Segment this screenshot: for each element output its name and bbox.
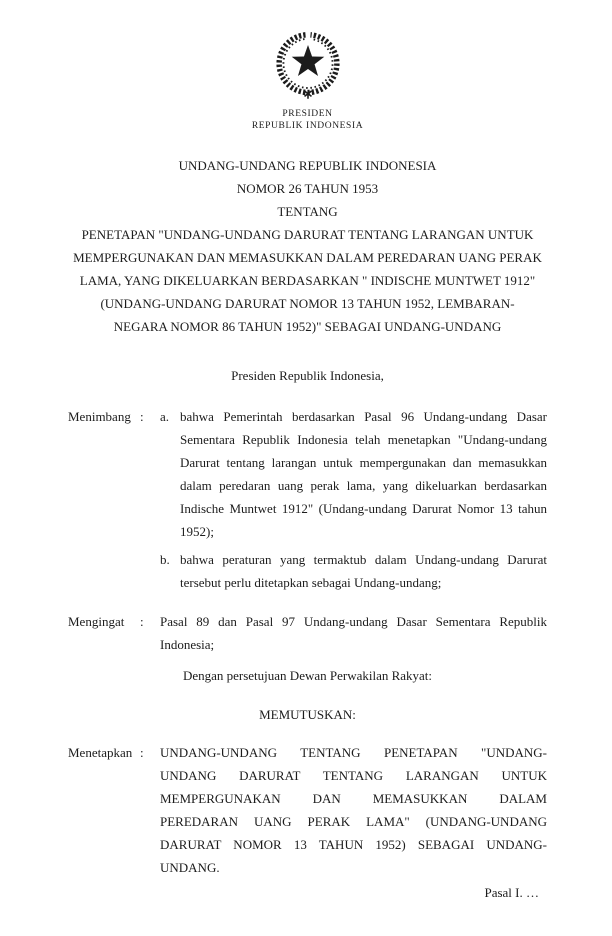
item-text: bahwa Pemerintah berdasarkan Pasal 96 Undang-undang Dasar Sementara Republik Indonesia telah menetapkan "Undang-undang Darurat tentang larangan untuk mempergunakan dan memasukkan dalam peredaran uang perak lama, yang dikeluarkan berdasarkan Indische Muntwet 1912" (Undang-undang Darurat Nomor 13 tahun 1952); — [180, 409, 547, 539]
clause-colon: : — [140, 614, 144, 629]
salutation: Presiden Republik Indonesia, — [231, 368, 384, 383]
item-text: bahwa peraturan yang termaktub dalam Undang-undang Darurat tersebut perlu ditetapkan sebagai Undang-undang; — [180, 552, 547, 590]
clause-colon: : — [140, 409, 144, 424]
item-marker: b. — [160, 552, 170, 567]
law-subject-line: PENETAPAN "UNDANG-UNDANG DARURAT TENTANG LARANGAN UNTUK — [81, 227, 534, 242]
consideration-item-a — [160, 405, 547, 543]
clause-text: Pasal 89 dan Pasal 97 Undang-undang Dasar Sementara Republik Indonesia; — [160, 614, 547, 652]
law-subject-line: (UNDANG-UNDANG DARURAT NOMOR 13 TAHUN 1952, LEMBARAN- — [100, 296, 515, 311]
clause-colon: : — [140, 745, 144, 760]
clause-text: UNDANG-UNDANG TENTANG PENETAPAN "UNDANG-UNDANG DARURAT TENTANG LARANGAN UNTUK MEMPERGUNAKAN DAN MEMASUKKAN DALAM PEREDARAN UANG PERAK LAMA" (UNDANG-UNDANG DARURAT NOMOR 13 TAHUN 1952) SEBAGAI UNDANG-UNDANG. — [160, 745, 547, 875]
law-subject-line: LAMA, YANG DIKELUARKAN BERDASARKAN " INDISCHE MUNTWET 1912" — [79, 273, 536, 288]
consideration-item-b — [160, 548, 547, 594]
decision-heading: MEMUTUSKAN: — [259, 707, 356, 722]
tentang-label: TENTANG — [277, 204, 338, 219]
clause-menetapkan — [68, 741, 547, 879]
letterhead-republik-indonesia: REPUBLIK INDONESIA — [251, 121, 364, 131]
presidential-emblem-icon — [269, 26, 347, 106]
agreement-line: Dengan persetujuan Dewan Perwakilan Rakyat: — [182, 668, 433, 683]
law-subject-line: NEGARA NOMOR 86 TAHUN 1952)" SEBAGAI UNDANG-UNDANG — [113, 319, 502, 334]
clause-label: Menetapkan — [68, 745, 133, 760]
law-title-block — [68, 154, 547, 338]
page-catchword: Pasal I. … — [484, 885, 539, 900]
clause-mengingat — [68, 610, 547, 656]
law-title: UNDANG-UNDANG REPUBLIK INDONESIA — [178, 158, 437, 173]
clause-label: Menimbang — [68, 409, 131, 424]
letterhead-presiden: PRESIDEN — [282, 109, 333, 119]
law-subject-line: MEMPERGUNAKAN DAN MEMASUKKAN DALAM PEREDARAN UANG PERAK — [73, 250, 542, 265]
clause-label: Mengingat — [68, 614, 125, 629]
item-marker: a. — [160, 409, 170, 424]
law-number: NOMOR 26 TAHUN 1953 — [236, 181, 379, 196]
clause-menimbang — [68, 405, 547, 594]
letterhead — [68, 26, 547, 132]
